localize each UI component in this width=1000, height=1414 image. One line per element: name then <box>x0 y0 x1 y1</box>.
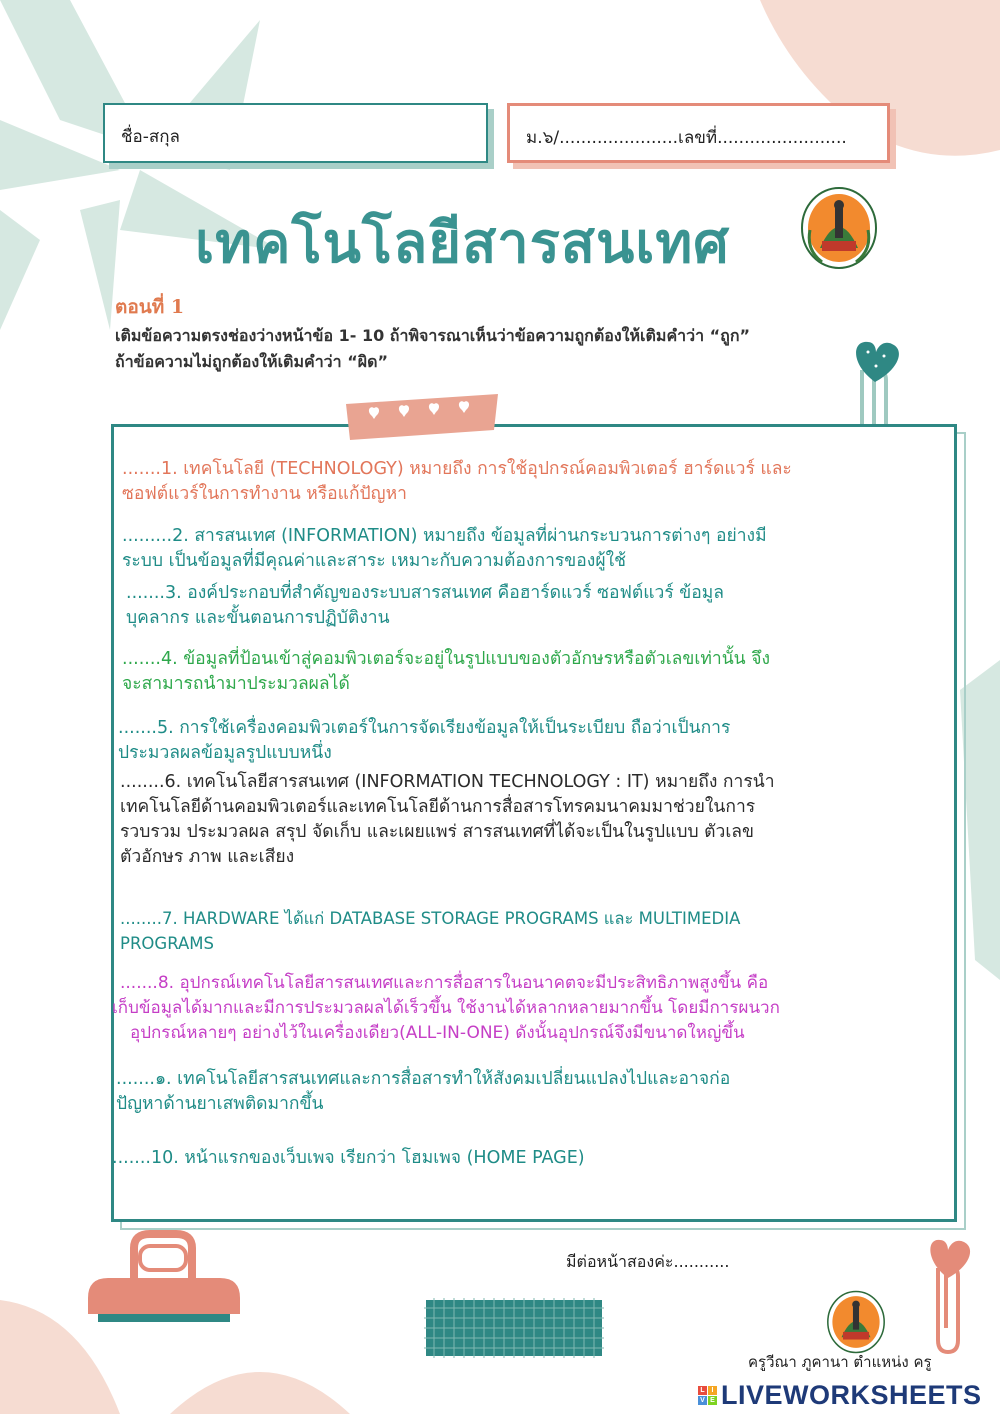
question-3-line-1: .......3. องค์ประกอบที่สำคัญของระบบสารสนเทศ คือฮาร์ดแวร์ ซอฟต์แวร์ ข้อมูล <box>126 583 725 603</box>
instruction-line-2: ถ้าข้อความไม่ถูกต้องให้เติมคำว่า “ผิด” <box>115 352 389 371</box>
question-7[interactable] <box>120 906 740 956</box>
question-7-line-2: PROGRAMS <box>120 934 214 953</box>
question-3-line-2: บุคลากร และขั้นตอนการปฏิบัติงาน <box>126 608 390 628</box>
question-6-line-2: เทคโนโลยีด้านคอมพิวเตอร์และเทคโนโลยีด้านการสื่อสารโทรคมนาคมมาช่วยในการ <box>120 797 756 817</box>
name-field-box[interactable] <box>103 103 488 163</box>
teacher-name: ครูวีณา ภูคานา ตำแหน่ง ครู <box>748 1353 932 1371</box>
question-8[interactable] <box>112 971 780 1046</box>
liveworksheets-mark-icon: L I V E <box>698 1386 717 1405</box>
question-6-line-4: ตัวอักษร ภาพ และเสียง <box>120 847 295 867</box>
question-9[interactable] <box>116 1067 730 1117</box>
school-emblem-small-icon <box>826 1290 886 1354</box>
school-emblem-icon <box>800 186 878 270</box>
question-2-line-1: .........2. สารสนเทศ (INFORMATION) หมายถึง ข้อมูลที่ผ่านกระบวนการต่างๆ อย่างมี <box>122 526 767 546</box>
question-5[interactable] <box>118 716 730 766</box>
question-9-line-1: .......๑. เทคโนโลยีสารสนเทศและการสื่อสารทำให้สังคมเปลี่ยนแปลงไปและอาจก่อ <box>116 1069 731 1089</box>
question-4[interactable] <box>122 647 770 697</box>
continue-note: มีต่อหน้าสองค่ะ........... <box>566 1252 730 1271</box>
question-6-line-3: รวบรวม ประมวลผล สรุป จัดเก็บ และเผยแพร่ สารสนเทศที่ได้จะเป็นในรูปแบบ ตัวเลข <box>120 822 754 842</box>
liveworksheets-brand-text: LIVEWORKSHEETS <box>721 1379 982 1410</box>
question-6-line-1: ........6. เทคโนโลยีสารสนเทศ (INFORMATION TECHNOLOGY : IT) หมายถึง การนำ <box>120 772 775 792</box>
washi-tape-hearts <box>342 392 502 442</box>
class-number-line: ม.๖/......................เลขที่........................ <box>526 128 847 148</box>
liveworksheets-logo[interactable] <box>698 1378 982 1412</box>
name-label: ชื่อ-สกุล <box>121 127 180 147</box>
question-1[interactable] <box>122 457 792 507</box>
binder-clip-icon <box>84 1228 244 1328</box>
question-6[interactable] <box>120 770 775 870</box>
question-8-line-3: อุปกรณ์หลายๆ อย่างไว้ในเครื่องเดียว(ALL-IN-ONE) ดังนั้นอุปกรณ์จึงมีขนาดใหญ่ขึ้น <box>130 1023 745 1043</box>
question-9-line-2: ปัญหาด้านยาเสพติดมากขึ้น <box>116 1094 324 1114</box>
question-1-line-1: .......1. เทคโนโลยี (TECHNOLOGY) หมายถึง การใช้อุปกรณ์คอมพิวเตอร์ ฮาร์ดแวร์ และ <box>122 459 792 479</box>
question-5-line-1: .......5. การใช้เครื่องคอมพิวเตอร์ในการจัดเรียงข้อมูลให้เป็นระเบียบ ถือว่าเป็นการ <box>118 718 731 738</box>
question-10-line-1: .......10. หน้าแรกของเว็บเพจ เรียกว่า โฮมเพจ (HOME PAGE) <box>112 1148 585 1168</box>
question-8-line-2: เก็บข้อมูลได้มากและมีการประมวลผลได้เร็วขึ้น ใช้งานได้หลากหลายมากขึ้น โดยมีการผนวก <box>112 998 780 1018</box>
question-2[interactable] <box>122 524 767 574</box>
question-1-line-2: ซอฟต์แวร์ในการทำงาน หรือแก้ปัญหา <box>122 484 407 504</box>
section-label: ตอนที่ 1 <box>115 296 185 318</box>
question-5-line-2: ประมวลผลข้อมูลรูปแบบหนึ่ง <box>118 743 332 763</box>
class-number-field-box[interactable] <box>507 103 890 163</box>
question-4-line-2: จะสามารถนำมาประมวลผลได้ <box>122 674 350 694</box>
question-4-line-1: .......4. ข้อมูลที่ป้อนเข้าสู่คอมพิวเตอร์จะอยู่ในรูปแบบของตัวอักษรหรือตัวเลขเท่านั้น จึง <box>122 649 770 669</box>
heart-paperclip-bottom-icon <box>918 1228 978 1358</box>
page-title: เทคโนโลยีสารสนเทศ <box>195 211 730 276</box>
question-10[interactable] <box>112 1146 585 1171</box>
question-8-line-1: .......8. อุปกรณ์เทคโนโลยีสารสนเทศและการสื่อสารในอนาคตจะมีประสิทธิภาพสูงขึ้น คือ <box>120 973 769 993</box>
washi-tape-grid <box>424 1298 604 1358</box>
instruction-line-1: เติมข้อความตรงช่องว่างหน้าข้อ 1- 10 ถ้าพิจารณาเห็นว่าข้อความถูกต้องให้เติมคำว่า “ถูก” <box>115 326 751 345</box>
question-2-line-2: ระบบ เป็นข้อมูลที่มีคุณค่าและสาระ เหมาะกับความต้องการของผู้ใช้ <box>122 551 626 571</box>
question-7-line-1: ........7. HARDWARE ได้แก่ DATABASE STORAGE PROGRAMS และ MULTIMEDIA <box>120 909 741 928</box>
question-3[interactable] <box>126 581 724 631</box>
